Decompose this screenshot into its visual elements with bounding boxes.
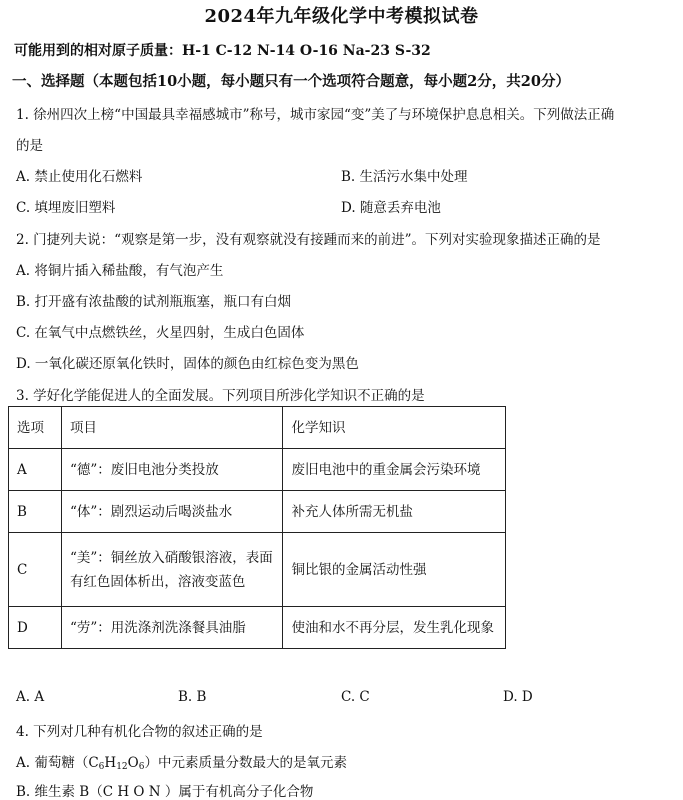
page-title: 2024年九年级化学中考模拟试卷 [204,6,479,27]
q2-option-b: B. 打开盛有浓盐酸的试剂瓶瓶塞，瓶口有白烟 [16,294,292,310]
q4-option-a [16,751,347,772]
q4-stem: 4. 下列对几种有机化合物的叙述正确的是 [16,724,263,740]
table-cell-knowledge: 补充人体所需无机盐 [283,491,506,533]
table-row [9,491,506,533]
q1-option-a: A. 禁止使用化石燃料 [16,169,143,185]
q4-option-b-partial: B. 维生素 B（C H O N ）属于有机高分子化合物 [16,784,314,800]
table-cell-knowledge: 废旧电池中的重金属会污染环境 [283,449,506,491]
table-row [9,607,506,649]
subscript: 6 [138,762,145,772]
table-header-cell: 化学知识 [283,407,506,449]
table-header-cell: 选项 [9,407,62,449]
table-row [9,449,506,491]
q2-option-d: D. 一氧化碳还原氧化铁时，固体的颜色由红棕色变为黑色 [16,356,359,372]
q1-stem-line1: 1. 徐州四次上榜“中国最具幸福感城市”称号，城市家园“变”美了与环境保护息息相关。下列做法正确 [16,107,615,123]
q1-stem-line2: 的是 [16,138,43,154]
q2-stem: 2. 门捷列夫说：“观察是第一步，没有观察就没有接踵而来的前进”。下列对实验现象描述正确的是 [16,232,601,248]
table-cell-knowledge: 使油和水不再分层，发生乳化现象 [283,607,506,649]
q4-a-text: ）中元素质量分数最大的是氧元素 [144,755,347,771]
q2-option-c: C. 在氧气中点燃铁丝，火星四射，生成白色固体 [16,325,305,341]
table-cell-item: “德”：废旧电池分类投放 [61,449,283,491]
q2-option-a: A. 将铜片插入稀盐酸，有气泡产生 [16,263,224,279]
q1-option-b: B. 生活污水集中处理 [341,169,468,185]
table-header-row [9,407,506,449]
subscript: 12 [116,762,128,772]
table-row [9,533,506,607]
table-cell-item-line2: 有红色固体析出，溶液变蓝色 [69,573,246,590]
table-cell-item: “劳”：用洗涤剂洗涤餐具油脂 [61,607,283,649]
table-cell-item [61,533,283,607]
atomic-masses: 可能用到的相对原子质量：H-1 C-12 N-14 O-16 Na-23 S-32 [14,43,431,59]
table-cell-item: “体”：剧烈运动后喝淡盐水 [61,491,283,533]
table-cell-option: C [9,533,62,607]
table-cell-option: B [9,491,62,533]
section-heading: 一、选择题（本题包括10小题，每小题只有一个选项符合题意，每小题2分，共20分） [12,73,570,90]
q3-answer-d: D. D [503,689,533,705]
subscript: 6 [98,762,105,772]
q3-stem: 3. 学好化学能促进人的全面发展。下列项目所涉化学知识不正确的是 [16,388,425,404]
q1-option-d: D. 随意丢弃电池 [341,200,441,216]
table-cell-knowledge: 铜比银的金属活动性强 [283,533,506,607]
q3-answer-b: B. B [178,689,207,705]
table-cell-option: D [9,607,62,649]
q3-table [8,406,506,649]
q4-a-text: A. 葡萄糖（C [16,755,99,771]
q4-a-text: O [127,755,139,771]
q1-option-c: C. 填埋废旧塑料 [16,200,116,216]
table-cell-option: A [9,449,62,491]
q3-answer-c: C. C [341,689,370,705]
table-cell-item-line1: “美”：铜丝放入硝酸银溶液，表面 [69,549,273,566]
q3-answer-a: A. A [16,689,45,705]
table-header-cell: 项目 [61,407,283,449]
q4-a-text: H [104,755,117,771]
